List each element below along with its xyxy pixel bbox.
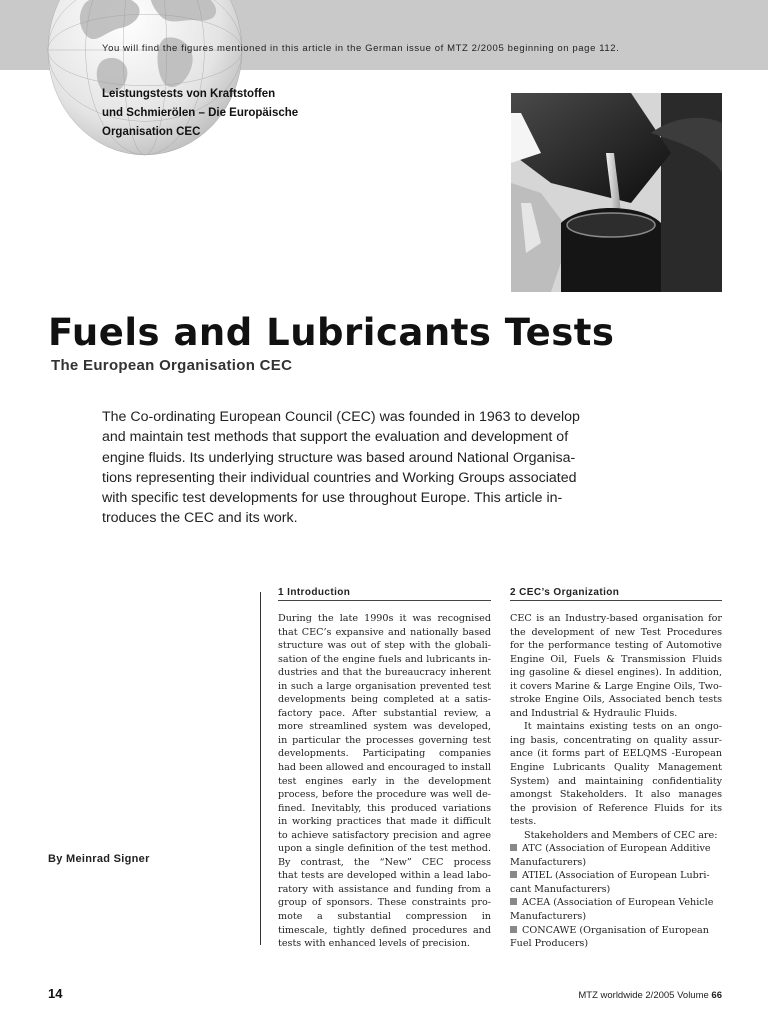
body-line: in particular the processes governing test xyxy=(278,734,491,746)
body-line: timescale, tightly defined procedures and xyxy=(278,924,491,936)
body-line: that tests are developed within a lead labo- xyxy=(278,870,491,882)
body-line: ance (it forms part of EELQMS -European xyxy=(510,748,722,760)
abstract-line: tions representing their individual countries and Working Groups associated xyxy=(102,469,577,486)
square-bullet-icon xyxy=(510,871,517,878)
oil-pouring-photo xyxy=(511,93,722,292)
square-bullet-icon xyxy=(510,844,517,851)
body-line: tests with enhanced levels of precision. xyxy=(278,938,470,950)
body-line: cant Manufacturers) xyxy=(510,883,611,895)
journal-name: MTZ worldwide 2/2005 Volume xyxy=(578,990,712,1001)
section-2-heading: 2 CEC’s Organization xyxy=(510,587,620,598)
body-line: for the performance testing of Automotive xyxy=(510,640,722,652)
body-line: Manufacturers) xyxy=(510,911,587,923)
member-text: ATIEL (Association of European Lubri- xyxy=(522,870,710,882)
member-line xyxy=(510,869,722,883)
member-text: ACEA (Association of European Vehicle xyxy=(522,897,714,909)
section-2-body xyxy=(510,612,722,951)
square-bullet-icon xyxy=(510,926,517,933)
german-title-line: Organisation CEC xyxy=(102,126,201,138)
body-line: During the late 1990s it was recognised xyxy=(278,613,491,624)
member-text: ATC (Association of European Additive xyxy=(522,843,711,855)
abstract-line: engine fluids. Its underlying structure was based around National Organisa- xyxy=(102,449,576,466)
body-line: ing basis, concentrating on quality assur- xyxy=(510,734,722,746)
body-line: It maintains existing tests on an ongo- xyxy=(524,721,722,733)
abstract-line: and maintain test methods that support the evaluation and development of xyxy=(102,429,569,446)
journal-footer xyxy=(578,990,722,1001)
body-line: Fuel Producers) xyxy=(510,938,589,950)
body-line: in such a large organisation prevented test xyxy=(278,680,491,692)
german-title-line: und Schmierölen – Die Europäische xyxy=(102,107,299,119)
body-line: tests. xyxy=(510,816,537,828)
section-2-rule xyxy=(510,600,722,601)
body-line: the development of new Test Procedures xyxy=(510,626,722,638)
abstract-line: The Co-ordinating European Council (CEC) was founded in 1963 to develop xyxy=(102,409,580,425)
body-line: Engine Oil, Fuels & Transmission Fluids xyxy=(510,653,722,665)
body-line: and Industrial & Hydraulic Fluids. xyxy=(510,707,678,719)
journal-volume: 66 xyxy=(711,990,722,1001)
page-title: Fuels and Lubricants Tests xyxy=(48,311,615,354)
body-line: By contrast, the “New” CEC process xyxy=(278,856,491,868)
body-line: sation of the engine fuels and lubricants in- xyxy=(278,653,491,665)
body-line: amongst Stakeholders. It also manages xyxy=(510,789,722,801)
member-text: CONCAWE (Organisation of European xyxy=(522,924,709,936)
square-bullet-icon xyxy=(510,898,517,905)
member-line xyxy=(510,896,722,910)
body-line: had been allowed and encouraged to install xyxy=(278,762,491,774)
body-line: mote a substantial compression in xyxy=(278,911,491,923)
abstract-line: troduces the CEC and its work. xyxy=(102,510,298,527)
section-1-heading: 1 Introduction xyxy=(278,587,351,598)
body-line: process, before the procedure was well de- xyxy=(278,789,491,801)
body-line: structure was out of step with the globali- xyxy=(278,640,491,652)
member-line xyxy=(510,924,722,938)
body-line: upon a single definition of the test method. xyxy=(278,843,491,855)
german-issue-note: You will find the figures mentioned in this article in the German issue of MTZ 2/2005 beginning on page 112. xyxy=(102,43,620,54)
column-divider xyxy=(260,592,261,945)
section-1-body xyxy=(278,612,491,951)
body-line: dustries and that the bureaucracy inherent xyxy=(278,667,491,679)
body-line: the provision of Reference Fluids for its xyxy=(510,802,722,814)
body-line: Engine Lubricants Quality Management xyxy=(510,762,722,774)
body-line: developments. Participating companies xyxy=(278,748,491,760)
body-line: that CEC’s expansive and nationally based xyxy=(278,626,491,638)
german-title xyxy=(102,85,298,142)
author-byline: By Meinrad Signer xyxy=(48,853,150,865)
member-line xyxy=(510,842,722,856)
body-line: group of sponsors. These constraints pro- xyxy=(278,897,491,909)
body-line: test engines early in the development xyxy=(278,775,491,787)
body-line: developments being completed at a satis- xyxy=(278,694,491,706)
body-line: to achieve satisfactory precision and agree xyxy=(278,829,491,841)
page-number: 14 xyxy=(48,986,63,1001)
body-line: more streamlined system was developed, xyxy=(278,721,491,733)
body-line: fined. Inevitably, this produced variations xyxy=(278,802,491,814)
body-line: System) and maintaining confidentiality xyxy=(510,775,722,787)
body-line: stroke Engine Oils, Associated bench tests xyxy=(510,694,722,706)
body-line: Stakeholders and Members of CEC are: xyxy=(524,829,718,841)
section-1-rule xyxy=(278,600,491,601)
body-line: factory pace. After substantial review, a xyxy=(278,707,491,719)
body-line: ing gasoline & diesel engines). In addition, xyxy=(510,667,722,679)
body-line: ratory with assistance and funding from a xyxy=(278,883,491,895)
abstract-line: with specific test developments for use throughout Europe. This article in- xyxy=(102,490,563,507)
page-subtitle: The European Organisation CEC xyxy=(51,357,293,374)
body-line: CEC is an Industry-based organisation for xyxy=(510,613,722,624)
abstract xyxy=(102,407,622,529)
body-line: in working practices that made it difficult xyxy=(278,816,491,828)
german-title-line: Leistungstests von Kraftstoffen xyxy=(102,88,276,100)
body-line: it covers Marine & Large Engine Oils, Two- xyxy=(510,680,722,692)
body-line: Manufacturers) xyxy=(510,856,587,868)
